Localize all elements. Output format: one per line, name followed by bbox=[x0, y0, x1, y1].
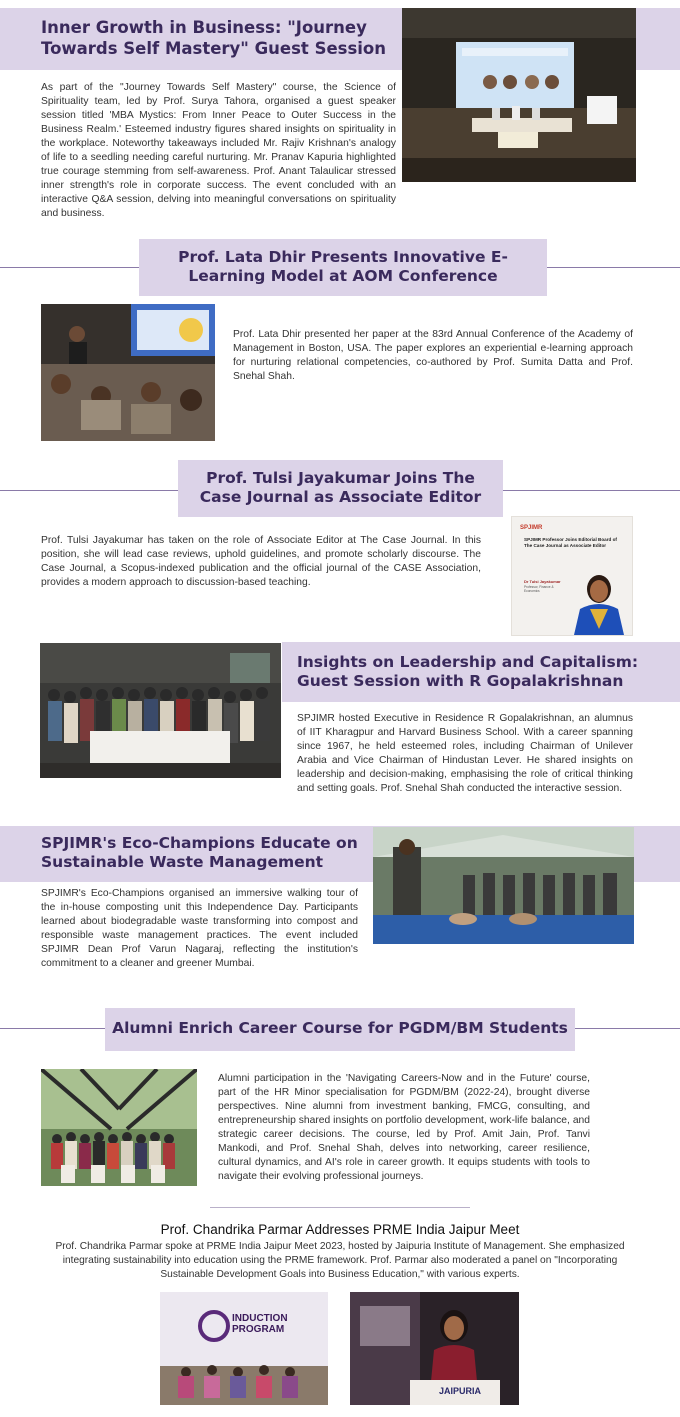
article3-poster bbox=[511, 516, 633, 636]
article7-rule bbox=[210, 1207, 470, 1208]
article2-photo bbox=[41, 304, 215, 441]
article6-photo bbox=[41, 1069, 197, 1186]
jaipuria-podium-text: JAIPURIA bbox=[438, 1386, 481, 1396]
article4-photo bbox=[40, 643, 281, 778]
poster-role: Professor, Finance & Economics bbox=[524, 585, 554, 593]
poster-name: Dr Tulsi Jayakumar bbox=[524, 579, 561, 584]
article2-body: Prof. Lata Dhir presented her paper at the 83rd Annual Conference of the Academy of Management in Boston, USA. The paper explores an experiential e-learning approach for nurturing relational competencies, co-authored by Prof. Sumita Datta and Prof. Snehal Shah. bbox=[233, 329, 633, 382]
article1-title: Inner Growth in Business: "Journey Towards Self Mastery" Guest Session bbox=[41, 18, 387, 58]
article4-body: SPJIMR hosted Executive in Residence R Gopalakrishnan, an alumnus of IIT Kharagpur and Harvard Business School. With a career spanning since 1967, he held esteemed roles, including Chairman of Unilever Arabia and Vice Chairman of Hindustan Lever. He shared insights on leadership and decision-making, emphasising the role of critical thinking and setting goals. Prof. Snehal Shah conducted the interactive session. bbox=[297, 713, 633, 794]
poster-logo: SPJIMR bbox=[520, 525, 543, 531]
article3-body: Prof. Tulsi Jayakumar has taken on the role of Associate Editor at The Case Journal. In this position, she will lead case reviews, uphold guidelines, and promote scholarly discourse. The Case Journal, a Scopus-indexed publication and the official journal of the CASE Association, provides a modern approach to discussion-based teaching. bbox=[41, 535, 481, 588]
article1-body: As part of the "Journey Towards Self Mastery" course, the Science of Spirituality team, led by Prof. Surya Tahora, organised a guest speaker session titled 'MBA Mystics: From Inner Peace to Outer Success in the Business Realm.' Esteemed industry figures shared insights on spirituality in the workplace. Noteworthy takeaways included Mr. Rajiv Krishnan's analogy of life to a seedling needing careful nurturing. Mr. Pranav Kapuria highlighted true courage stemming from self-awareness. Prof. Anant Talaulicar stressed inner strength's role in corporate success. The event concluded with an interactive Q&A session, delving into meaningful conversations on spirituality and business. bbox=[41, 82, 396, 219]
article7-photo1 bbox=[160, 1292, 328, 1405]
article7-title: Prof. Chandrika Parmar Addresses PRME India Jaipur Meet bbox=[160, 1222, 520, 1237]
article6-body: Alumni participation in the 'Navigating Careers-Now and in the Future' course, part of the HR Minor specialisation for PGDM/BM (2022-24), brought diverse perspectives. Nine alumni from investment banking, FMCG, consulting, and entrepreneurship shared insights on portfolio development, work-life balance, and strategic career decisions. The course, led by Prof. Amit Jain, Prof. Tanvi Mankodi, and Prof. Snehal Shah, delves into networking, career resilience, cultural dynamics, and AI's role in career growth. It equips students with tools to navigate their evolving professional journeys. bbox=[218, 1073, 590, 1182]
poster-portrait bbox=[570, 569, 628, 635]
poster-headline: SPJIMR Professor Joins Editorial Board of The Case Journal as Associate Editor bbox=[524, 537, 617, 549]
article5-photo bbox=[373, 827, 634, 944]
article1-photo bbox=[402, 8, 636, 182]
article5-title: SPJIMR's Eco-Champions Educate on Sustainable Waste Management bbox=[41, 834, 358, 872]
article4-title: Insights on Leadership and Capitalism: Guest Session with R Gopalakrishnan bbox=[297, 653, 639, 691]
article6-title: Alumni Enrich Career Course for PGDM/BM Students bbox=[112, 1019, 568, 1037]
article5-body: SPJIMR's Eco-Champions organised an immersive walking tour of the in-house composting unit this Independence Day. Participants learned about biodegradable waste transforming into compost and responsible waste management practices. The event included SPJIMR Dean Prof Varun Nagaraj, reflecting the institution's commitment to a cleaner and greener Mumbai. bbox=[41, 888, 358, 969]
article3-title: Prof. Tulsi Jayakumar Joins The Case Journal as Associate Editor bbox=[199, 469, 482, 507]
induction-banner-text: INDUCTION PROGRAM bbox=[232, 1313, 288, 1335]
article7-body: Prof. Chandrika Parmar spoke at PRME India Jaipur Meet 2023, hosted by Jaipuria Institute of Management. She emphasized integrating sustainability into education using the PRME framework. Prof. Parmar also moderated a panel on "Incorporating Sustainable Development Goals into Business Education," with various experts. bbox=[55, 1241, 625, 1280]
article2-title: Prof. Lata Dhir Presents Innovative E-Learning Model at AOM Conference bbox=[178, 248, 508, 286]
article7-photo2 bbox=[350, 1292, 519, 1405]
